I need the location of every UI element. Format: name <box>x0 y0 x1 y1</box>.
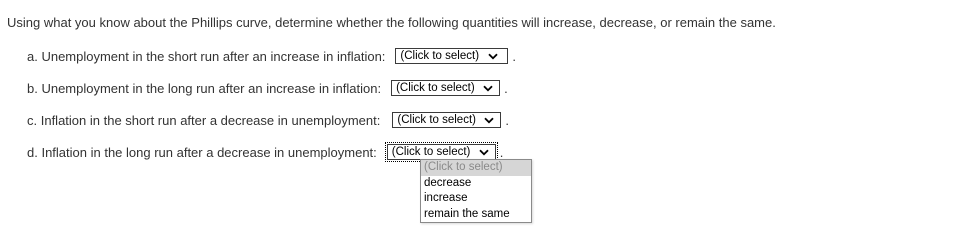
question-d-period: . <box>499 144 504 160</box>
question-a-label: a. Unemployment in the short run after an increase in inflation: <box>27 48 386 64</box>
dropdown-option-placeholder[interactable]: (Click to select) <box>421 160 531 176</box>
chevron-down-icon <box>483 84 494 92</box>
question-a-period: . <box>512 48 517 64</box>
dropdown-option-remain-the-same[interactable]: remain the same <box>424 207 510 220</box>
dropdown-option-decrease[interactable]: decrease <box>424 176 472 189</box>
question-c-select[interactable] <box>392 112 501 128</box>
chevron-down-icon <box>478 148 489 156</box>
question-b <box>27 78 508 98</box>
dropdown-option-increase[interactable]: increase <box>424 192 468 204</box>
question-c-period: . <box>505 112 509 128</box>
question-b-label: b. Unemployment in the long run after an increase in inflation: <box>27 80 382 96</box>
question-b-selected-value: (Click to select) <box>396 82 475 94</box>
question-d-selected-value: (Click to select) <box>391 146 471 158</box>
question-b-select[interactable] <box>391 80 500 96</box>
question-d-select[interactable] <box>387 144 496 160</box>
question-d-label: d. Inflation in the long run after a decrease in unemployment: <box>27 144 377 160</box>
question-a-selected-value: (Click to select) <box>400 50 480 62</box>
chevron-down-icon <box>487 52 498 60</box>
question-c-label: c. Inflation in the short run after a decrease in unemployment: <box>27 112 381 128</box>
question-a-select[interactable] <box>395 48 508 64</box>
question-c <box>27 110 509 130</box>
question-b-period: . <box>504 80 508 96</box>
question-a <box>27 46 516 66</box>
question-d-dropdown-list <box>420 159 532 223</box>
question-prompt: Using what you know about the Phillips curve, determine whether the following quantities will increase, decrease, or remain the same. <box>7 15 776 30</box>
question-c-selected-value: (Click to select) <box>397 114 476 126</box>
chevron-down-icon <box>484 116 495 124</box>
